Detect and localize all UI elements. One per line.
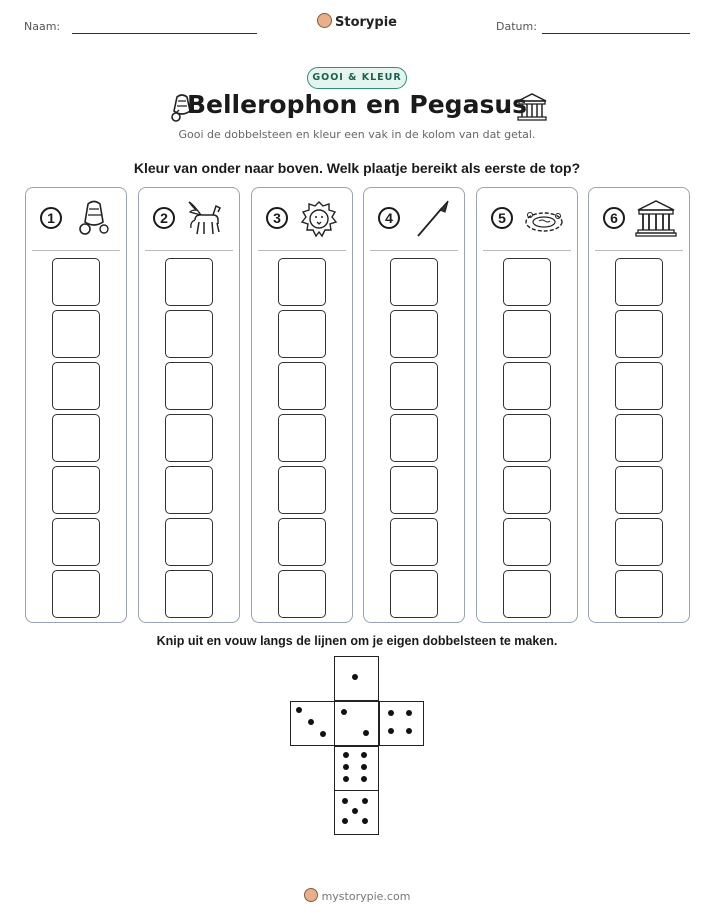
color-cell[interactable]	[52, 466, 100, 514]
column-header	[595, 188, 683, 251]
lion-icon	[298, 198, 340, 240]
column-5	[476, 187, 578, 623]
color-cell[interactable]	[503, 362, 551, 410]
column-number: 6	[603, 207, 625, 229]
color-cell[interactable]	[390, 414, 438, 462]
spring-icon	[523, 198, 565, 240]
color-cell[interactable]	[390, 518, 438, 566]
spear-icon	[410, 198, 452, 240]
die-pip	[406, 710, 412, 716]
die-pip	[362, 818, 368, 824]
cut-instruction: Knip uit en vouw langs de lijnen om je eigen dobbelsteen te maken.	[156, 634, 558, 648]
color-cell[interactable]	[503, 570, 551, 618]
color-cell[interactable]	[503, 414, 551, 462]
column-2	[138, 187, 240, 623]
die-pip	[361, 764, 367, 770]
die-pip	[361, 776, 367, 782]
activity-badge: GOOI & KLEUR	[307, 67, 407, 89]
die-pip	[320, 731, 326, 737]
storypie-logo-icon	[304, 888, 318, 902]
die-pip	[388, 728, 394, 734]
color-cell[interactable]	[52, 310, 100, 358]
color-cell[interactable]	[615, 362, 663, 410]
color-cell[interactable]	[390, 466, 438, 514]
die-pip	[308, 719, 314, 725]
brand	[0, 13, 714, 30]
color-cell[interactable]	[615, 570, 663, 618]
column-number: 3	[266, 207, 288, 229]
color-cell[interactable]	[52, 414, 100, 462]
color-cell[interactable]	[615, 258, 663, 306]
column-header	[483, 188, 571, 251]
subtitle: Gooi de dobbelsteen en kleur een vak in de kolom van dat getal.	[178, 128, 536, 141]
date-label: Datum:	[496, 20, 537, 33]
bridle-icon	[72, 198, 114, 240]
die-pip	[361, 752, 367, 758]
die-pip	[341, 709, 347, 715]
column-header	[32, 188, 120, 251]
die-pip	[342, 818, 348, 824]
color-cell[interactable]	[390, 310, 438, 358]
die-face-left[interactable]	[290, 701, 335, 746]
pegasus-icon	[185, 198, 227, 240]
color-cell[interactable]	[278, 466, 326, 514]
column-number: 4	[378, 207, 400, 229]
die-face-center[interactable]	[334, 701, 379, 746]
color-cell[interactable]	[278, 570, 326, 618]
temple-icon	[516, 93, 548, 123]
die-pip	[363, 730, 369, 736]
column-3	[251, 187, 353, 623]
color-cell[interactable]	[390, 362, 438, 410]
color-cell[interactable]	[165, 518, 213, 566]
die-pip	[343, 764, 349, 770]
die-pip	[343, 752, 349, 758]
footer	[0, 888, 714, 903]
color-cell[interactable]	[503, 466, 551, 514]
column-number: 5	[491, 207, 513, 229]
storypie-logo-icon	[317, 13, 332, 28]
color-cell[interactable]	[165, 466, 213, 514]
color-cell[interactable]	[390, 570, 438, 618]
brand-label: Storypie	[335, 15, 397, 30]
die-pip	[342, 798, 348, 804]
die-pip	[352, 674, 358, 680]
color-cell[interactable]	[52, 518, 100, 566]
die-pip	[388, 710, 394, 716]
column-header	[145, 188, 233, 251]
color-cell[interactable]	[278, 258, 326, 306]
color-cell[interactable]	[165, 310, 213, 358]
die-pip	[406, 728, 412, 734]
temple-icon	[635, 198, 677, 240]
color-cell[interactable]	[503, 518, 551, 566]
column-1	[25, 187, 127, 623]
name-label: Naam:	[24, 20, 61, 33]
column-header	[370, 188, 458, 251]
color-cell[interactable]	[165, 258, 213, 306]
die-face-top[interactable]	[334, 656, 379, 701]
column-header	[258, 188, 346, 251]
color-cell[interactable]	[615, 414, 663, 462]
column-number: 1	[40, 207, 62, 229]
color-cell[interactable]	[390, 258, 438, 306]
name-line[interactable]	[72, 33, 257, 34]
color-cell[interactable]	[278, 518, 326, 566]
column-number: 2	[153, 207, 175, 229]
die-pip	[343, 776, 349, 782]
die-pip	[362, 798, 368, 804]
color-cell[interactable]	[615, 310, 663, 358]
instruction: Kleur van onder naar boven. Welk plaatje bereikt als eerste de top?	[133, 160, 581, 176]
color-cell[interactable]	[278, 414, 326, 462]
color-cell[interactable]	[52, 258, 100, 306]
die-face-bottom[interactable]	[334, 746, 379, 791]
color-cell[interactable]	[615, 466, 663, 514]
column-4	[363, 187, 465, 623]
die-face-back[interactable]	[334, 790, 379, 835]
color-cell[interactable]	[165, 570, 213, 618]
color-cell[interactable]	[503, 258, 551, 306]
color-cell[interactable]	[503, 310, 551, 358]
column-6	[588, 187, 690, 623]
date-line[interactable]	[542, 33, 690, 34]
footer-link[interactable]: mystorypie.com	[321, 890, 411, 903]
color-cell[interactable]	[52, 570, 100, 618]
color-cell[interactable]	[278, 362, 326, 410]
color-cell[interactable]	[165, 362, 213, 410]
color-cell[interactable]	[278, 310, 326, 358]
color-cell[interactable]	[52, 362, 100, 410]
color-cell[interactable]	[165, 414, 213, 462]
die-pip	[296, 707, 302, 713]
page-title: Bellerophon en Pegasus	[186, 90, 528, 119]
die-face-right[interactable]	[379, 701, 424, 746]
die-pip	[352, 808, 358, 814]
color-cell[interactable]	[615, 518, 663, 566]
